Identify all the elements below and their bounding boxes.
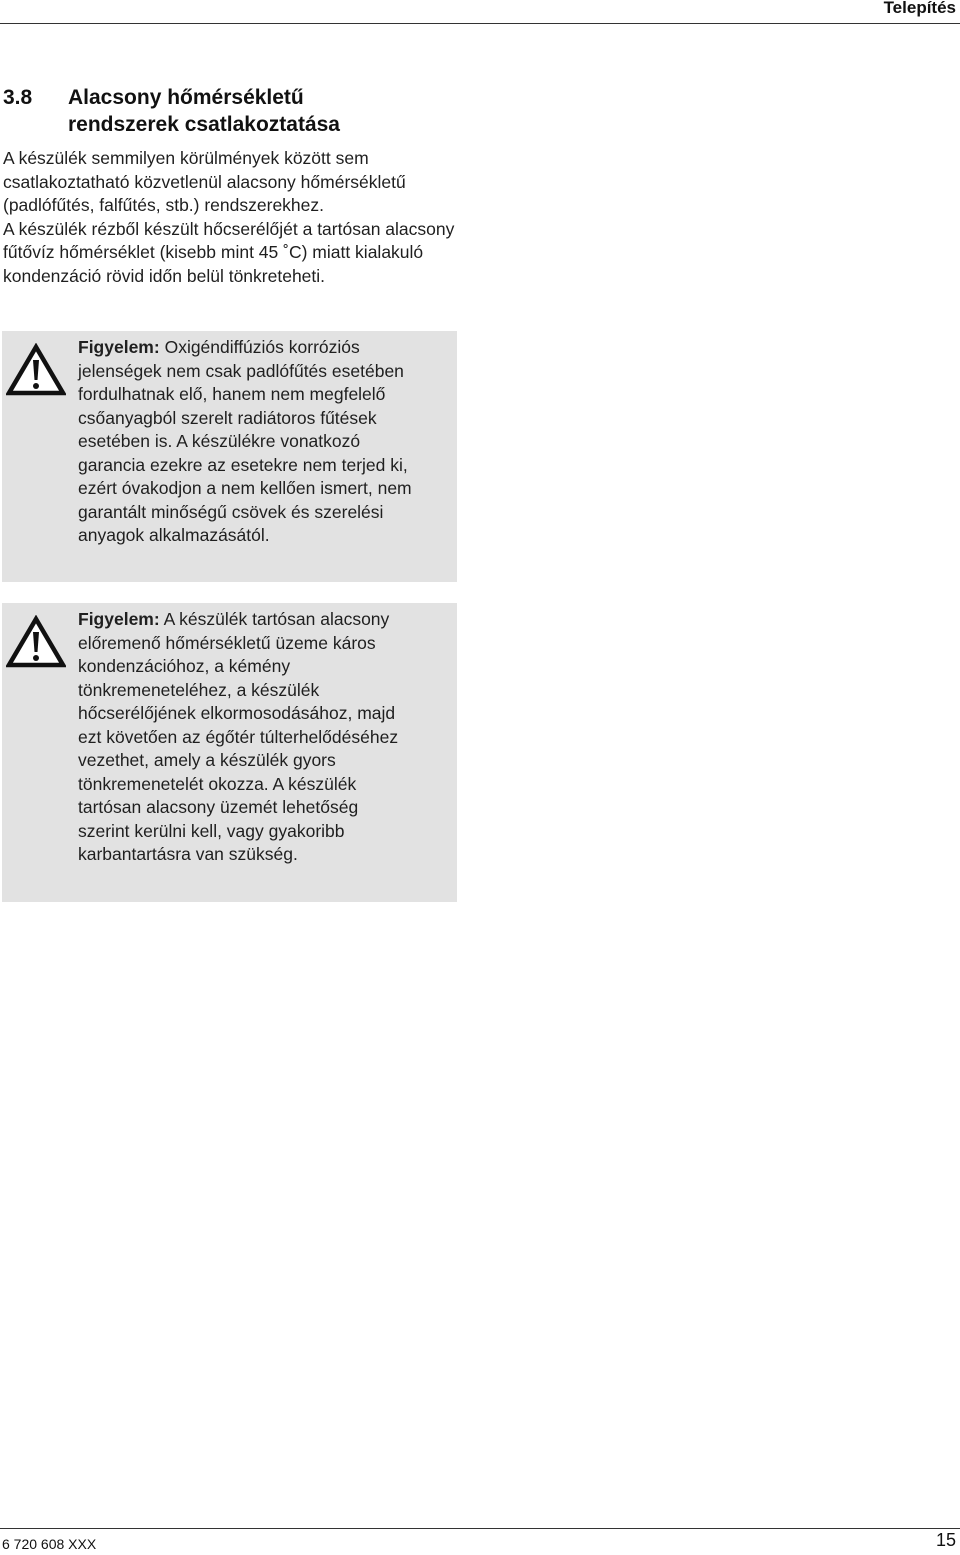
warning-text-1: [78, 336, 413, 548]
warning-label-2: Figyelem:: [78, 609, 160, 629]
warning-body-2: A készülék tartósan alacsony előremenő hőmérsékletű üzeme káros kondenzációhoz, a kémény tönkremeneteléhez, a készülék hőcserélőjének elkormosodásához, majd ezt követően az égőtér túlterhelődéséhez vezethet, amely a készülék gyors tönkremenetelét okozza. A készülék tartósan alacsony üzemét lehetőség szerint kerülni kell, vagy gyakoribb karbantartásra van szükség.: [78, 609, 399, 864]
warning-text-2: [78, 608, 413, 867]
warning-triangle-icon: [6, 615, 66, 669]
footer-divider: [0, 1528, 960, 1529]
section-intro: [3, 147, 463, 288]
warning-box-1: [2, 331, 457, 582]
intro-paragraph-1: A készülék semmilyen körülmények között sem csatlakoztatható közvetlenül alacsony hőmérsékletű (padlófűtés, falfűtés, stb.) rendszerekhez.: [3, 148, 406, 215]
section-number: 3.8: [3, 86, 33, 109]
header-section-label: Telepítés: [883, 0, 956, 17]
warning-label-1: Figyelem:: [78, 337, 160, 357]
section-3-8: [3, 84, 463, 288]
section-title: [68, 84, 463, 138]
page-number: 15: [935, 1530, 956, 1550]
warning-body-1: Oxigéndiffúziós korróziós jelenségek nem csak padlófűtés esetében fordulhatnak elő, hanem nem megfelelő csőanyagból szerelt radiátoros fűtések esetében is. A készülékre vonatkozó garancia ezekre az esetekre nem terjed ki, ezért óvakodjon a nem kellően ismert, nem garantált minőségű csövek és szerelési anyagok alkalmazásától.: [78, 337, 412, 545]
header-divider: [0, 23, 960, 24]
section-title-line2: rendszerek csatlakoztatása: [68, 113, 340, 136]
warning-box-2: [2, 603, 457, 902]
section-heading: [3, 84, 463, 138]
section-title-line1: Alacsony hőmérsékletű: [68, 86, 304, 109]
intro-paragraph-2: A készülék rézből készült hőcserélőjét a tartósan alacsony fűtővíz hőmérséklet (kisebb mint 45 ˚C) miatt kialakuló kondenzáció rövid időn belül tönkreteheti.: [3, 218, 455, 286]
document-number: 6 720 608 XXX: [2, 1536, 97, 1552]
warning-triangle-icon: [6, 343, 66, 397]
